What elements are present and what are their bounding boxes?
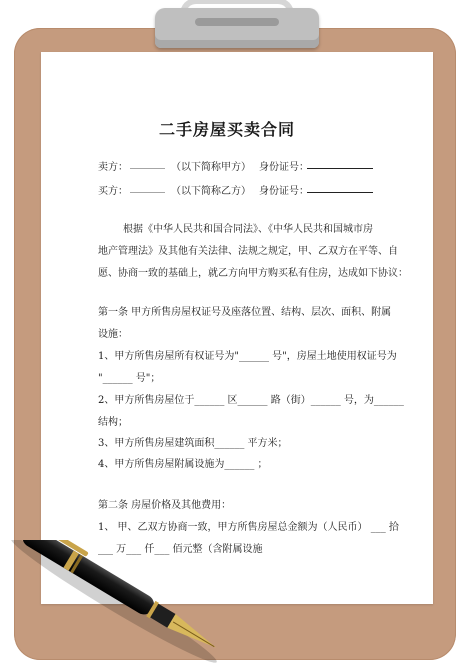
item-1-line-2: "______ 号"； <box>98 373 161 384</box>
seller-blank: _______ <box>130 158 165 169</box>
clipboard-clip <box>155 8 319 48</box>
buyer-id-label: 身份证号： <box>259 186 309 197</box>
seller-label: 卖方： <box>98 162 128 173</box>
buyer-blank: _______ <box>130 182 165 193</box>
article-1-line-2: 设施： <box>98 329 128 340</box>
buyer-id-line <box>307 182 373 193</box>
fountain-pen-icon <box>0 540 260 669</box>
price-line-1: 1、 甲、乙双方协商一致，甲方所售房屋总金额为（人民币） ___ 拾 <box>98 522 399 533</box>
price-line-2: ___ 万___ 仟___ 佰元整（含附属设施 <box>98 544 263 555</box>
buyer-note: （以下简称乙方） <box>171 186 251 197</box>
buyer-label: 买方： <box>98 186 128 197</box>
article-1-line-1: 第一条 甲方所售房屋权证号及座落位置、结构、层次、面积、附属 <box>98 307 392 318</box>
item-4: 4、甲方所售房屋附属设施为______ ； <box>98 459 268 470</box>
item-2-line-1: 2、甲方所售房屋位于______ 区______ 路（街）______ 号，为______ <box>98 395 404 406</box>
intro-line-3: 愿、协商一致的基础上，就乙方向甲方购买私有住房，达成如下协议： <box>98 268 408 279</box>
seller-note: （以下简称甲方） <box>171 162 251 173</box>
intro-line-2: 地产管理法》及其他有关法律、法规之规定，甲、乙双方在平等、自 <box>98 246 398 257</box>
item-2-line-2: 结构； <box>98 417 128 428</box>
item-3: 3、甲方所售房屋建筑面积______ 平方米； <box>98 438 288 449</box>
item-1-line-1: 1、甲方所售房屋所有权证号为"______ 号"，房屋土地使用权证号为 <box>98 351 397 362</box>
contract-title: 二手房屋买卖合同 <box>159 120 296 139</box>
clip-slot <box>195 18 279 26</box>
article-2-title: 第二条 房屋价格及其他费用： <box>98 500 232 511</box>
contract-paper <box>41 52 433 604</box>
seller-id-line <box>307 158 373 169</box>
intro-line-1: 根据《中华人民共和国合同法》、《中华人民共和国城市房 <box>123 224 373 235</box>
seller-id-label: 身份证号： <box>259 162 309 173</box>
